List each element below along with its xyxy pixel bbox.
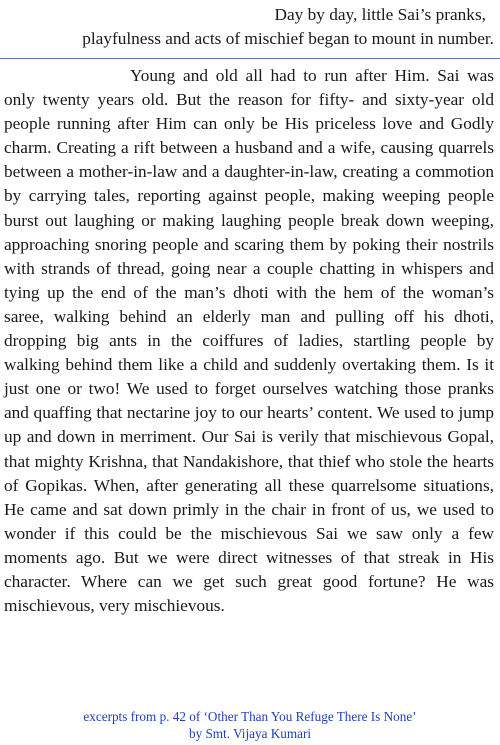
header-divider — [0, 58, 500, 59]
header-line-2: playfulness and acts of mischief began to mount in number. — [82, 29, 494, 48]
body-paragraph: Young and old all had to run after Him. Sai was only twenty years old. But the reason for fifty- and sixty-year old people running after Him can only be His priceless love and Godly charm. Creating a rift between a husband and a wife, causing quarrels between a mother-in-law and a daughter-in-law, creating a commotion by carrying tales, reporting against people, making weeping people burst out laughing or making laughing people break down weeping, approaching snoring people and scaring them by poking their nostrils with strands of thread, going near a couple chatting in whispers and tying up the end of the man’s dhoti with the hem of the woman’s saree, walking behind an elderly man and pulling off his dhoti, dropping big ants in the coiffures of ladies, startling people by walking behind them like a child and suddenly overtaking them. Is it just one or two! We used to forget ourselves watching those pranks and quaffing that nectarine joy to our hearts’ content. We used to jump up and down in merriment. Our Sai is verily that mischievous Gopal, that mighty Krishna, that Nandakishore, that thief who stole the hearts of Gopikas. When, after generating all these quarrelsome situations, He came and sat down primly in the chair in front of us, we used to wonder if this could be the mischievous Sai we saw only a few moments ago. But we were direct witnesses of that streak in His character. Where can we get such great good fortune? He was mischievous, very mischievous. — [4, 66, 494, 616]
source-caption — [0, 709, 500, 742]
caption-line-1: excerpts from p. 42 of ‘Other Than You Refuge There Is None’ — [83, 709, 417, 724]
page-header — [4, 3, 494, 51]
header-line-1: Day by day, little Sai’s pranks, — [274, 5, 486, 24]
caption-line-2: by Smt. Vijaya Kumari — [188, 725, 312, 741]
